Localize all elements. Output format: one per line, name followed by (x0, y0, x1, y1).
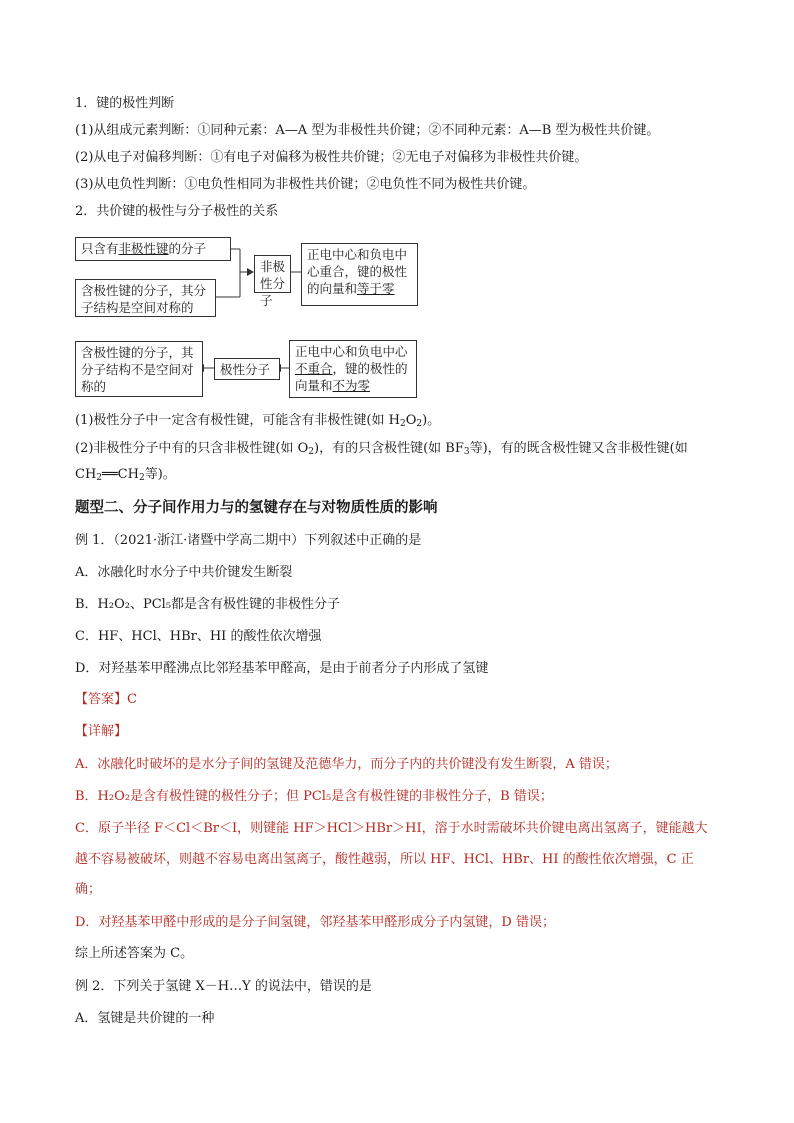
example1-explanation-c1: C．原子半径 F＜Cl＜Br＜I，则键能 HF＞HCl＞HBr＞HI，溶于水时需破坏共价键电离出氢离子，键能越大 (75, 821, 708, 836)
example2-option-a: A．氢键是共价键的一种 (75, 1011, 215, 1026)
example1-explanation-b: B．H₂O₂是含有极性键的极性分子；但 PCl₅是含有极性键的非极性分子，B 错误； (75, 789, 553, 804)
diagram-box-nonpolar-molecule: 非极性分子 (254, 255, 291, 293)
diagram-box-polar-molecule: 极性分子 (214, 358, 280, 380)
section1-line3: (3)从电负性判断：①电负性相同为非极性共价键；②电负性不同为极性共价键。 (75, 177, 536, 192)
section1-heading: 1．键的极性判断 (75, 96, 175, 111)
example1-answer: 【答案】C (75, 692, 137, 707)
example1-summary: 综上所述答案为 C。 (75, 946, 194, 961)
section2-heading: 2．共价键的极性与分子极性的关系 (75, 204, 279, 219)
example1-option-a: A．冰融化时水分子中共价键发生断裂 (75, 565, 293, 580)
diagram-box-symmetric-polar: 含极性键的分子，其分子结构是空间对称的 (75, 279, 216, 317)
section1-line1: (1)从组成元素判断：①同种元素：A—A 型为非极性共价键；②不同种元素：A—B 型为极性共价键。 (75, 123, 660, 138)
diagram-box-asymmetric-polar: 含极性键的分子，其分子结构不是空间对称的 (75, 341, 203, 397)
example1-explanation-d: D．对羟基苯甲醛中形成的是分子间氢键，邻羟基苯甲醛形成分子内氢键，D 错误； (75, 915, 555, 930)
note-2-line2: $CH_2══CH_2$等)。 (75, 467, 176, 483)
example1-option-d: D．对羟基苯甲醛沸点比邻羟基苯甲醛高，是由于前者分子内形成了氢键 (75, 661, 489, 676)
arrow-right-icon (247, 268, 254, 276)
example1-stem: 例 1．（2021·浙江·诸暨中学高二期中）下列叙述中正确的是 (75, 533, 422, 548)
diagram-box-nonpolar-result: 正电中心和负电中心重合，键的极性的向量和等于零 (301, 243, 418, 306)
note-1: (1)极性分子中一定含有极性键，可能含有非极性键(如 $H_2O_2$)。 (75, 413, 441, 429)
example1-detail-label: 【详解】 (75, 724, 128, 739)
section1-line2: (2)从电子对偏移判断：①有电子对偏移为极性共价键；②无电子对偏移为非极性共价键。 (75, 150, 588, 165)
example1-option-b: B．H₂O₂、PCl₅都是含有极性键的非极性分子 (75, 597, 341, 612)
diagram-box-nonpolar-bond-only: 只含有非极性键的分子 (75, 237, 231, 261)
example1-explanation-a: A．冰融化时破坏的是水分子间的氢键及范德华力，而分子内的共价键没有发生断裂，A 错误； (75, 757, 618, 772)
example1-explanation-c3: 确； (75, 882, 102, 897)
diagram-box-polar-result: 正电中心和负电中心不重合，键的极性的向量和不为零 (289, 340, 417, 398)
example1-explanation-c2: 越不容易被破坏，则越不容易电离出氢离子，酸性越弱，所以 HF、HCl、HBr、HI 的酸性依次增强，C 正 (75, 852, 694, 867)
example1-option-c: C．HF、HCl、HBr、HI 的酸性依次增强 (75, 629, 322, 644)
note-2-line1: (2)非极性分子中有的只含非极性键(如 $O_2$)，有的只含极性键(如 $BF_3$等)，有的既含极性键又含非极性键(如 (75, 441, 688, 457)
section-title-type2: 题型二、分子间作用力与的氢键存在与对物质性质的影响 (75, 500, 438, 516)
example2-stem: 例 2．下列关于氢键 X－H…Y 的说法中，错误的是 (75, 979, 372, 994)
